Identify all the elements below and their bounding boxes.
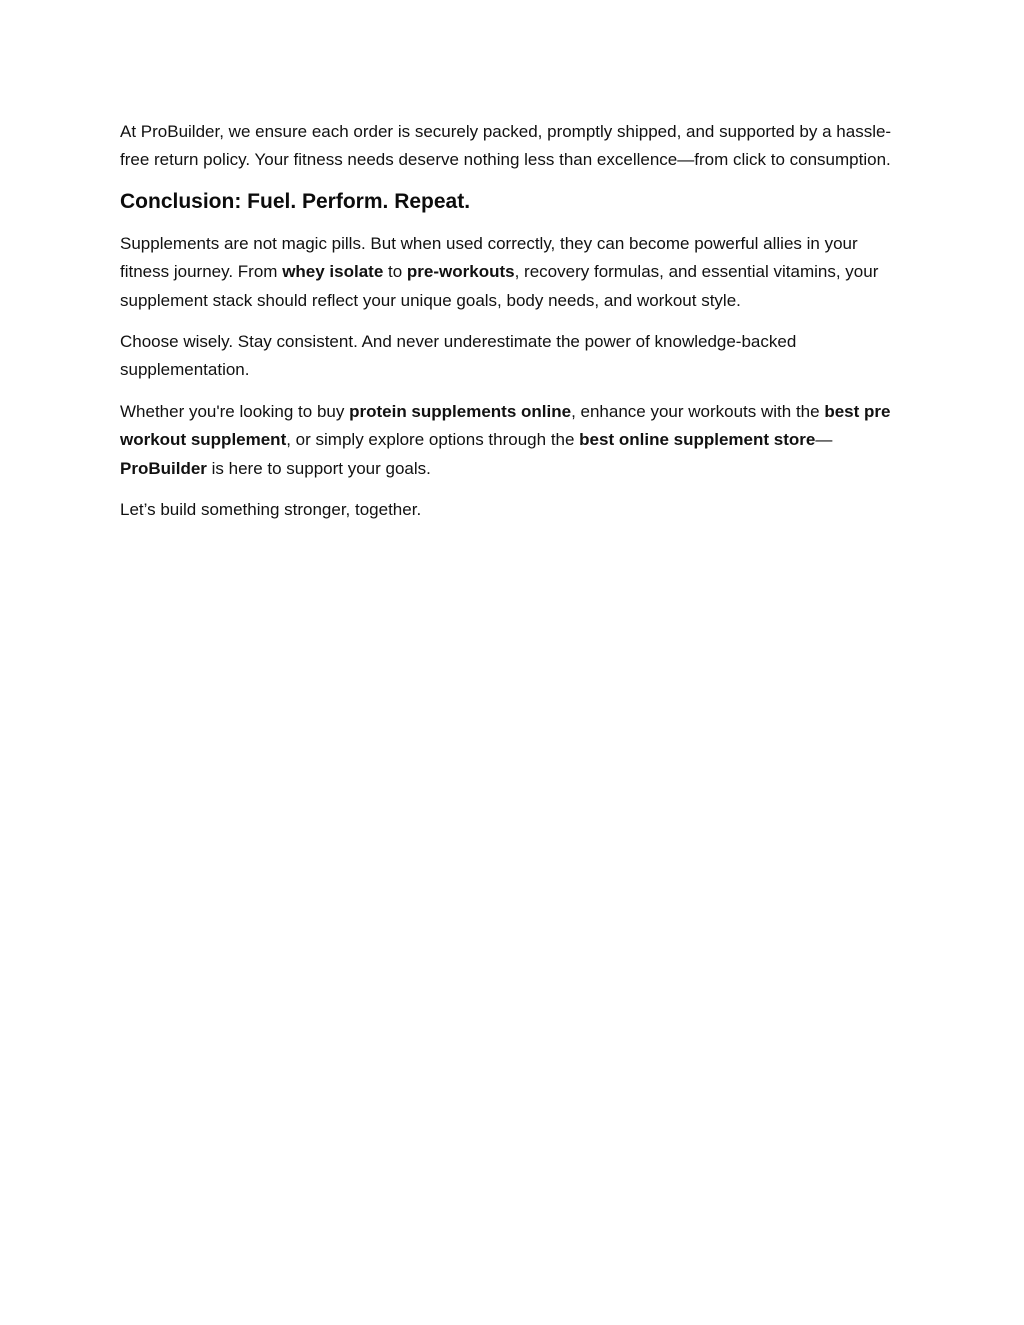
bold-term-whey-isolate: whey isolate: [282, 262, 384, 282]
conclusion-heading: Conclusion: Fuel. Perform. Repeat.: [120, 189, 471, 213]
text-span: , recovery formulas, and essential vitamins, your supplement stack should reflect your unique goals, body needs, and workout style.: [120, 262, 879, 310]
choose-paragraph: Choose wisely. Stay consistent. And never underestimate the power of knowledge-backed supplementation.: [120, 332, 797, 380]
bold-term-probuilder: ProBuilder: [120, 458, 207, 478]
text-span: is here to support your goals.: [206, 458, 431, 478]
bold-term-protein-supplements: protein supplements online: [349, 401, 572, 421]
text-span: , enhance your workouts with the: [571, 401, 825, 421]
document-page: [120, 118, 910, 537]
text-span: —: [815, 430, 833, 450]
text-span: to: [383, 262, 407, 282]
bold-term-supplement-store: best online supplement store: [579, 430, 816, 450]
closing-paragraph: Let’s build something stronger, together.: [120, 500, 422, 520]
text-span: Whether you're looking to buy: [120, 401, 350, 421]
whether-paragraph: [120, 398, 910, 483]
bold-term-pre-workouts: pre-workouts: [406, 262, 515, 282]
intro-paragraph: At ProBuilder, we ensure each order is securely packed, promptly shipped, and supported by a hassle-free return policy. Your fitness needs deserve nothing less than excellence—from click to consumption.: [120, 122, 892, 170]
bold-term-pre-workout: best pre workout supplement: [120, 401, 891, 450]
supplements-paragraph: [120, 230, 910, 315]
text-span: , or simply explore options through the: [286, 430, 580, 450]
text-span: Supplements are not magic pills. But when used correctly, they can become powerful allies in your fitness journey. From: [120, 233, 858, 282]
